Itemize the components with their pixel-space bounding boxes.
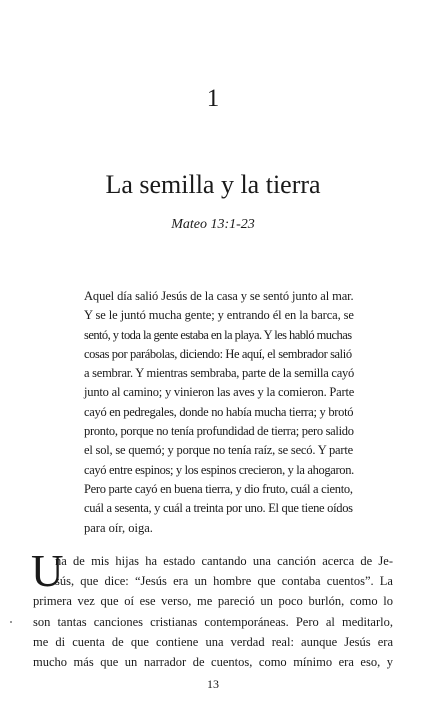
scripture-line: pronto, porque no tenía profundidad de tierra; pero salido: [84, 424, 354, 439]
scripture-line: Y se le juntó mucha gente; y entrando él en la barca, se: [84, 308, 354, 323]
chapter-number: 1: [206, 85, 220, 112]
scripture-line: junto al camino; y vinieron las aves y la comieron. Parte: [84, 385, 355, 400]
body-line: na de mis hijas ha estado cantando una canción acerca de Je-: [55, 554, 393, 568]
scripture-passage: [84, 287, 354, 538]
body-line: me di cuenta de que contiene una verdad real: aunque Jesús era: [33, 634, 393, 649]
body-paragraph: [31, 546, 393, 672]
scripture-line: sentó, y toda la gente estaba en la playa. Y les habló muchas: [84, 327, 352, 342]
body-line: sús, que dice: “Jesús era un hombre que contaba cuentos”. La: [55, 574, 393, 589]
scripture-line: cayó en pedregales, donde no había mucha tierra; y brotó: [84, 404, 354, 419]
margin-speck: [10, 621, 12, 623]
scripture-line: el sol, se quemó; y porque no tenía raíz, se secó. Y parte: [84, 443, 353, 458]
body-line: primera vez que oí ese verso, me pareció un poco burlón, como lo: [33, 594, 393, 609]
scripture-line: Pero parte cayó en buena tierra, y dio fruto, cuál a ciento,: [84, 481, 353, 496]
scripture-line: a sembrar. Y mientras sembraba, parte de la semilla cayó: [84, 366, 355, 381]
scripture-line: cosas por parábolas, diciendo: He aquí, el sembrador salió: [84, 346, 352, 361]
scripture-line: para oír, oiga.: [84, 520, 153, 535]
page-number: 13: [207, 677, 219, 691]
scripture-reference: Mateo 13:1-23: [171, 217, 255, 232]
chapter-title: La semilla y la tierra: [105, 170, 321, 199]
scripture-line: Aquel día salió Jesús de la casa y se sentó junto al mar.: [84, 289, 354, 303]
scripture-line: cayó entre espinos; y los espinos crecieron, y la ahogaron.: [84, 462, 354, 477]
body-line: mucho más que un narrador de cuentos, como mínimo era eso, y: [33, 654, 393, 669]
scripture-line: cuál a sesenta, y cuál a treinta por uno. El que tiene oídos: [84, 501, 353, 516]
body-line: son tantas canciones cristianas contemporáneas. Pero al meditarlo,: [33, 614, 393, 629]
drop-cap: U: [31, 546, 64, 596]
